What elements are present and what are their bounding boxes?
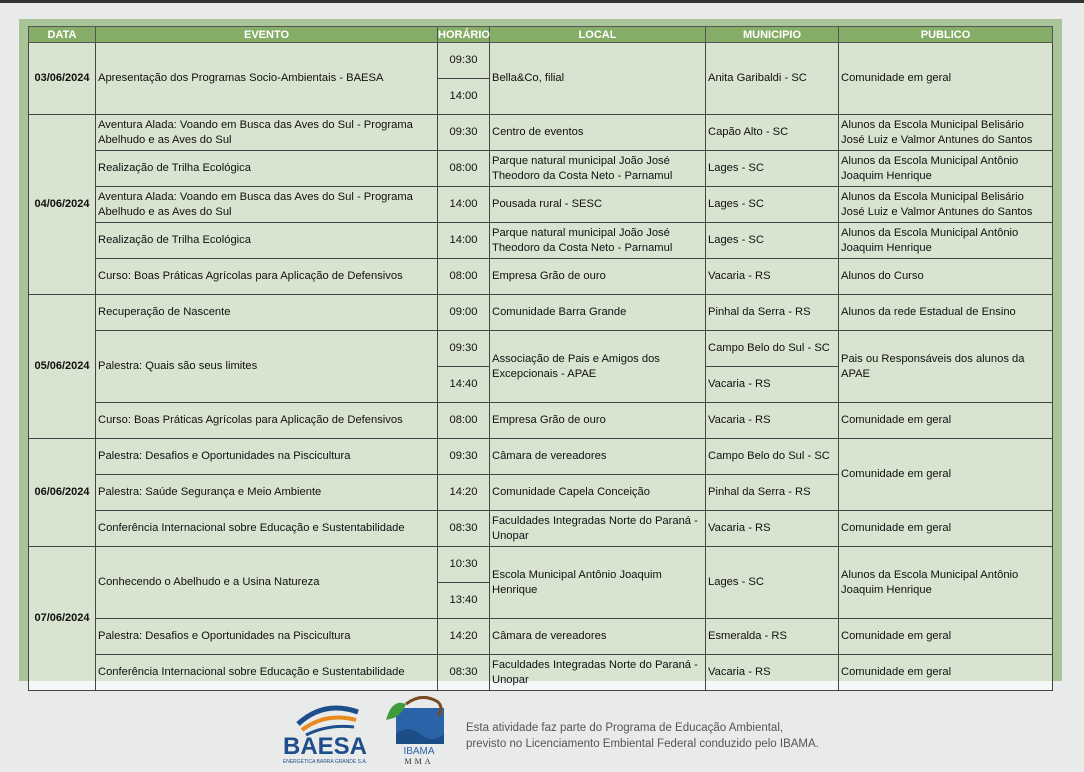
local-cell: Empresa Grão de ouro <box>490 259 706 295</box>
evento-cell: Aventura Alada: Voando em Busca das Aves do Sul - Programa Abelhudo e as Aves do Sul <box>96 187 438 223</box>
publico-cell: Pais ou Responsáveis dos alunos da APAE <box>839 331 1053 403</box>
publico-cell: Alunos da Escola Municipal Antônio Joaquim Henrique <box>839 547 1053 619</box>
col-header-data: DATA <box>29 27 96 43</box>
publico-cell: Comunidade em geral <box>839 655 1053 691</box>
municipio-cell: Vacaria - RS <box>706 511 839 547</box>
date-cell: 04/06/2024 <box>29 115 96 295</box>
horario-cell: 09:00 <box>438 295 490 331</box>
evento-cell: Curso: Boas Práticas Agrícolas para Aplicação de Defensivos <box>96 403 438 439</box>
program-note-line-2: previsto no Licenciamento Embiental Federal conduzido pelo IBAMA. <box>466 738 819 750</box>
ibama-logo <box>382 694 456 766</box>
local-cell: Câmara de vereadores <box>490 619 706 655</box>
local-cell: Faculdades Integradas Norte do Paraná - Unopar <box>490 655 706 691</box>
municipio-cell: Vacaria - RS <box>706 367 839 403</box>
table-row <box>29 295 1053 331</box>
evento-cell: Recuperação de Nascente <box>96 295 438 331</box>
table-row <box>29 151 1053 187</box>
publico-cell: Alunos da Escola Municipal Belisário José Luiz e Valmor Antunes do Santos <box>839 187 1053 223</box>
evento-cell: Palestra: Desafios e Oportunidades na Piscicultura <box>96 439 438 475</box>
table-row <box>29 655 1053 691</box>
horario-cell: 14:00 <box>438 187 490 223</box>
col-header-evento: EVENTO <box>96 27 438 43</box>
municipio-cell: Esmeralda - RS <box>706 619 839 655</box>
local-cell: Empresa Grão de ouro <box>490 403 706 439</box>
publico-cell: Comunidade em geral <box>839 511 1053 547</box>
date-cell: 07/06/2024 <box>29 547 96 691</box>
municipio-cell: Anita Garibaldi - SC <box>706 43 839 115</box>
baesa-logo-subtitle: ENERGÉTICA BARRA GRANDE S.A. <box>282 759 368 765</box>
municipio-cell: Pinhal da Serra - RS <box>706 295 839 331</box>
table-header-row <box>29 27 1053 43</box>
local-cell: Centro de eventos <box>490 115 706 151</box>
municipio-cell: Campo Belo do Sul - SC <box>706 331 839 367</box>
program-note <box>466 720 846 752</box>
municipio-cell: Lages - SC <box>706 547 839 619</box>
publico-cell: Alunos da Escola Municipal Antônio Joaquim Henrique <box>839 151 1053 187</box>
municipio-cell: Campo Belo do Sul - SC <box>706 439 839 475</box>
horario-cell: 14:40 <box>438 367 490 403</box>
horario-cell: 14:00 <box>438 79 490 115</box>
local-cell: Associação de Pais e Amigos dos Excepcionais - APAE <box>490 331 706 403</box>
evento-cell: Realização de Trilha Ecológica <box>96 223 438 259</box>
evento-cell: Palestra: Desafios e Oportunidades na Piscicultura <box>96 619 438 655</box>
horario-cell: 10:30 <box>438 547 490 583</box>
table-row <box>29 547 1053 583</box>
publico-cell: Alunos do Curso <box>839 259 1053 295</box>
table-row <box>29 403 1053 439</box>
col-header-publico: PUBLICO <box>839 27 1053 43</box>
municipio-cell: Vacaria - RS <box>706 403 839 439</box>
publico-cell: Comunidade em geral <box>839 439 1053 511</box>
col-header-horario: HORÁRIO <box>438 28 490 41</box>
footer <box>0 690 1084 769</box>
local-cell: Câmara de vereadores <box>490 439 706 475</box>
local-cell: Comunidade Barra Grande <box>490 295 706 331</box>
schedule-table <box>28 26 1053 691</box>
evento-cell: Aventura Alada: Voando em Busca das Aves do Sul - Programa Abelhudo e as Aves do Sul <box>96 115 438 151</box>
evento-cell: Conferência Internacional sobre Educação e Sustentabilidade <box>96 511 438 547</box>
horario-cell: 09:30 <box>438 115 490 151</box>
municipio-cell: Capão Alto - SC <box>706 115 839 151</box>
local-cell: Bella&Co, filial <box>490 43 706 115</box>
horario-cell: 08:30 <box>438 655 490 691</box>
baesa-logo-text: BAESA <box>282 733 368 760</box>
evento-cell: Curso: Boas Práticas Agrícolas para Aplicação de Defensivos <box>96 259 438 295</box>
publico-cell: Alunos da rede Estadual de Ensino <box>839 295 1053 331</box>
col-header-local: LOCAL <box>490 27 706 43</box>
local-cell: Comunidade Capela Conceição <box>490 475 706 511</box>
horario-cell: 08:00 <box>438 259 490 295</box>
local-cell: Parque natural municipal João José Theodoro da Costa Neto - Parnamul <box>490 223 706 259</box>
municipio-cell: Lages - SC <box>706 151 839 187</box>
table-row <box>29 619 1053 655</box>
date-cell: 06/06/2024 <box>29 439 96 547</box>
local-cell: Pousada rural - SESC <box>490 187 706 223</box>
mma-logo-text: MMA <box>404 757 434 766</box>
local-cell: Faculdades Integradas Norte do Paraná - Unopar <box>490 511 706 547</box>
col-header-municipio: MUNICIPIO <box>706 27 839 43</box>
table-row <box>29 223 1053 259</box>
horario-cell: 14:20 <box>438 619 490 655</box>
evento-cell: Palestra: Saúde Segurança e Meio Ambiente <box>96 475 438 511</box>
table-row <box>29 187 1053 223</box>
municipio-cell: Pinhal da Serra - RS <box>706 475 839 511</box>
local-cell: Parque natural municipal João José Theodoro da Costa Neto - Parnamul <box>490 151 706 187</box>
local-cell: Escola Municipal Antônio Joaquim Henrique <box>490 547 706 619</box>
publico-cell: Comunidade em geral <box>839 403 1053 439</box>
horario-cell: 09:30 <box>438 331 490 367</box>
horario-cell: 09:30 <box>438 439 490 475</box>
horario-cell: 14:00 <box>438 223 490 259</box>
horario-cell: 13:40 <box>438 583 490 619</box>
publico-cell: Alunos da Escola Municipal Belisário José Luiz e Valmor Antunes do Santos <box>839 115 1053 151</box>
table-row <box>29 511 1053 547</box>
horario-cell: 08:00 <box>438 403 490 439</box>
baesa-logo <box>280 698 370 766</box>
publico-cell: Comunidade em geral <box>839 43 1053 115</box>
program-note-line-1: Esta atividade faz parte do Programa de Educação Ambiental, <box>466 722 784 734</box>
evento-cell: Apresentação dos Programas Socio-Ambientais - BAESA <box>96 43 438 115</box>
table-row <box>29 331 1053 367</box>
horario-cell: 08:30 <box>438 511 490 547</box>
table-row <box>29 439 1053 475</box>
ibama-logo-text: IBAMA <box>403 746 435 757</box>
date-cell: 03/06/2024 <box>29 43 96 115</box>
table-row <box>29 115 1053 151</box>
horario-cell: 14:20 <box>438 475 490 511</box>
publico-cell: Comunidade em geral <box>839 619 1053 655</box>
municipio-cell: Lages - SC <box>706 223 839 259</box>
evento-cell: Conhecendo o Abelhudo e a Usina Natureza <box>96 547 438 619</box>
publico-cell: Alunos da Escola Municipal Antônio Joaquim Henrique <box>839 223 1053 259</box>
municipio-cell: Vacaria - RS <box>706 259 839 295</box>
date-cell: 05/06/2024 <box>29 295 96 439</box>
table-row <box>29 259 1053 295</box>
table-row <box>29 43 1053 79</box>
horario-cell: 09:30 <box>438 43 490 79</box>
evento-cell: Realização de Trilha Ecológica <box>96 151 438 187</box>
municipio-cell: Vacaria - RS <box>706 655 839 691</box>
evento-cell: Conferência Internacional sobre Educação e Sustentabilidade <box>96 655 438 691</box>
horario-cell: 08:00 <box>438 151 490 187</box>
evento-cell: Palestra: Quais são seus limites <box>96 331 438 403</box>
municipio-cell: Lages - SC <box>706 187 839 223</box>
